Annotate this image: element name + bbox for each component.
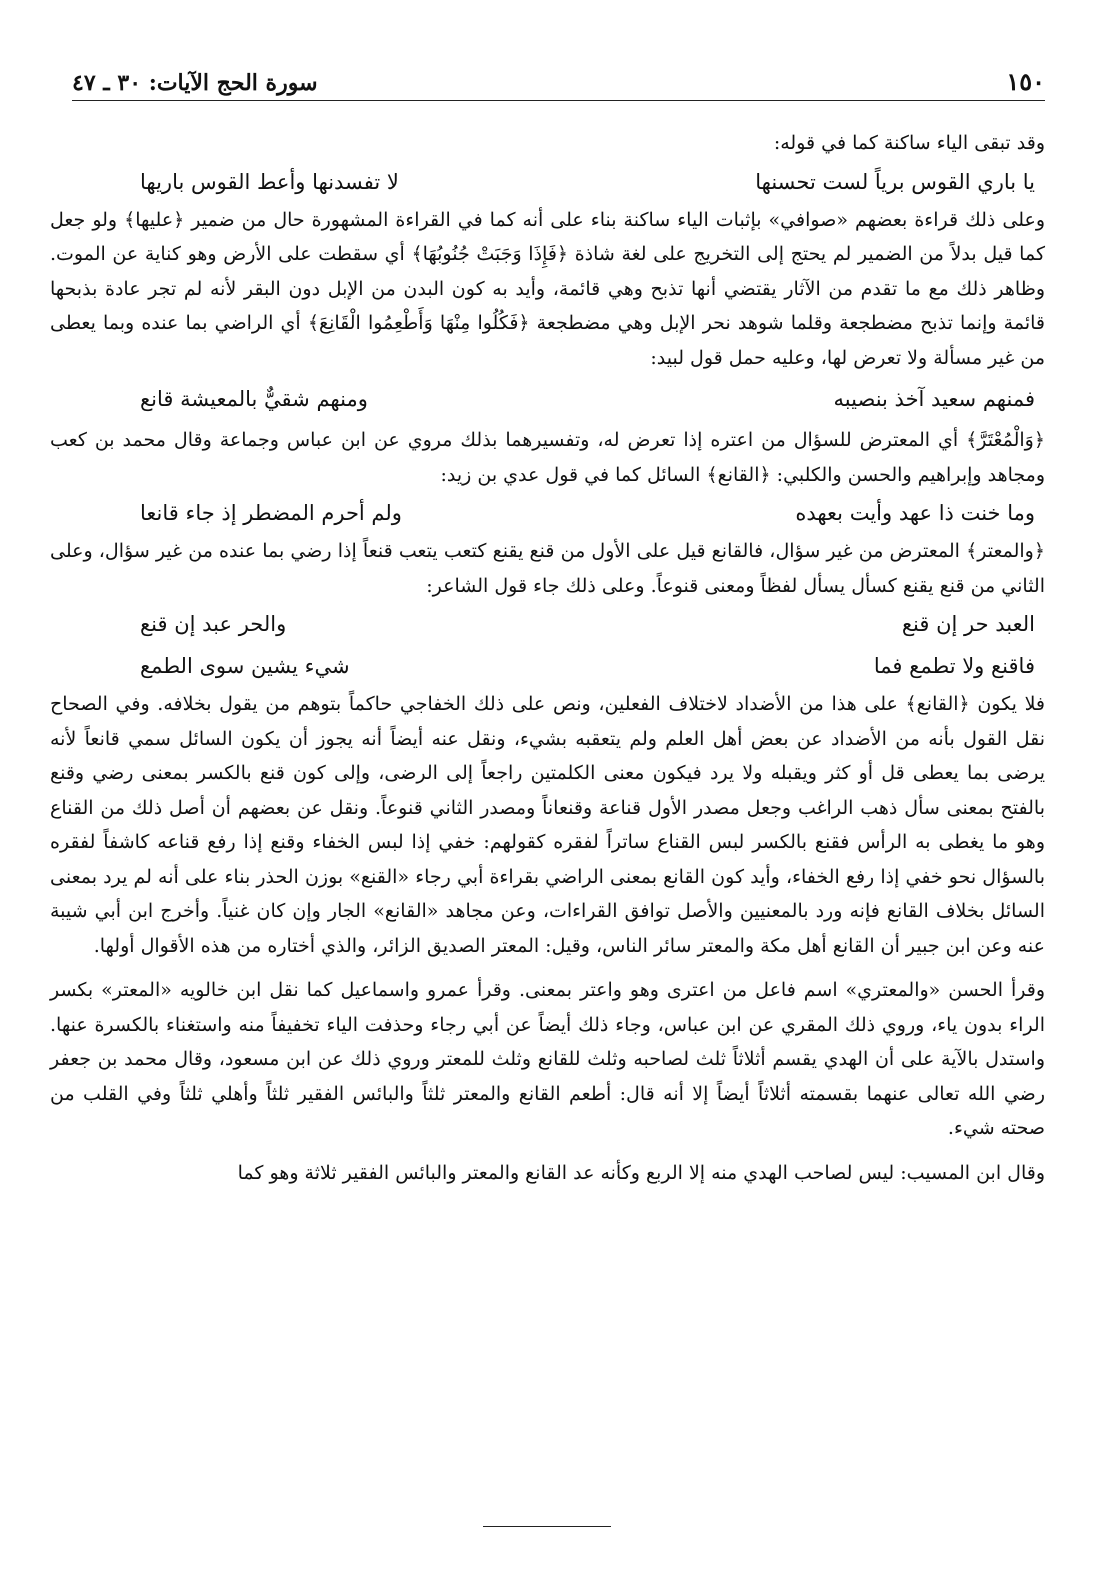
verse-hemistich-left: والحر عبد إن قنع [140,612,287,636]
verse-line [50,645,1045,687]
paragraph: ﴿والمعتر﴾ المعترض من غير سؤال، فالقانع قيل على الأول من قنع يقنع كتعب يتعب قنعاً إذا رضي بما عنده من غير سؤال، وعلى الثاني من قنع يقنع كسأل يسأل لفظاً ومعنى قنوعاً. وعلى ذلك جاء قول الشاعر: [50,540,1045,597]
verse-hemistich-right: وما خنت ذا عهد وأيت بعهده [795,501,1035,525]
running-head: سورة الحج الآيات: ٣٠ ـ ٤٧ [72,70,318,96]
verse-hemistich-left: لا تفسدنها وأعط القوس باريها [140,169,399,194]
paragraph: وعلى ذلك قراءة بعضهم «صوافي» بإثبات الياء ساكنة بناء على أنه كما في القراءة المشهورة حال من ضمير ﴿عليها﴾ ولو جعل كما قيل بدلاً من الضمير لم يحتج إلى التخريج على لغة شاذة ﴿فَإِذَا وَجَبَتْ جُنُوبُهَا﴾ أي سقطت على الأرض وهو كناية عن الموت. وظاهر ذلك مع ما تقدم من الآثار يقتضي أنها تذبح وهي قائمة، وأيد به كون البدن من الإبل دون البقر لأنه لم تجر عادة بذبحها قائمة وإنما تذبح مضطجعة وقلما شوهد نحر الإبل وهي مضطجعة ﴿فَكُلُوا مِنْهَا وَأَطْعِمُوا الْقَانِعَ﴾ أي الراضي بما عنده وبما يعطى من غير مسألة ولا تعرض لها، وعليه حمل قول لبيد: [50,208,1045,369]
paragraph: فلا يكون ﴿القانع﴾ على هذا من الأضداد لاختلاف الفعلين، ونص على ذلك الخفاجي حاكماً بتوهم من يقول بخلافه. وفي الصحاح نقل القول بأنه من الأضداد عن بعض أهل العلم ولم يتعقبه بشيء، ونقل عنه أيضاً أنه يجوز أن يكون السائل سمي قانعاً لأنه يرضى بما يعطى قل أو كثر ويقبله ولا يرد فيكون معنى الكلمتين راجعاً إلى الرضى، وإلى كون قنع بالكسر بمعنى رضي وقنع بالفتح بمعنى سأل ذهب الراغب وجعل مصدر الأول قناعة وقنعاناً ومصدر الثاني قنوعاً. ونقل عن بعضهم أن أصل ذلك من القناع وهو ما يغطى به الرأس فقنع بالكسر لبس القناع ساتراً لفقره كقولهم: خفي إذا لبس الخفاء وقنع إذا رفع قناعه كاشفاً لفقره بالسؤال نحو خفي إذا رفع الخفاء، وأيد كون القانع بمعنى الراضي بقراءة أبي رجاء «القنع» بوزن الحذر بناء على أنه لم يرد بمعنى السائل بخلاف القانع فإنه ورد بالمعنيين والأصل توافق القراءات، وعن مجاهد «القانع» الجار وإن كان غنياً. وأخرج ابن أبي شيبة عنه وعن ابن جبير أن القانع أهل مكة والمعتر سائر الناس، وقيل: المعتر الصديق الزائر، والذي أختاره من هذه الأقوال أولها. [50,693,1045,957]
verse-line [50,375,1045,423]
verse-hemistich-right: فاقنع ولا تطمع فما [873,654,1035,678]
page-header [72,56,1045,101]
verse-line [50,161,1045,203]
verse-hemistich-left: شيء يشين سوى الطمع [140,654,350,678]
footnote-divider [483,1526,611,1527]
verse-hemistich-right: يا باري القوس برياً لست تحسنها [755,169,1035,194]
paragraph: ﴿وَالْمُعْتَرَّ﴾ أي المعترض للسؤال من اعتره إذا تعرض له، وتفسيرهما بذلك مروي عن ابن عباس وجماعة وقال محمد بن كعب ومجاهد وإبراهيم والحسن والكلبي: ﴿القانع﴾ السائل كما في قول عدي بن زيد: [50,429,1045,486]
verse-hemistich-right: العبد حر إن قنع [901,612,1035,636]
verse-hemistich-left: ولم أحرم المضطر إذ جاء قانعا [140,501,402,525]
page-body [50,126,1045,1190]
paragraph: وقرأ الحسن «والمعتري» اسم فاعل من اعترى وهو واعتر بمعنى. وقرأ عمرو واسماعيل كما نقل ابن خالويه «المعتر» بكسر الراء بدون ياء، وروي ذلك المقري عن ابن عباس، وجاء ذلك أيضاً عن أبي رجاء وحذفت الياء تخفيفاً منه واستغناء بالكسرة عنها. واستدل بالآية على أن الهدي يقسم أثلاثاً ثلث لصاحبه وثلث للقانع وثلث للمعتر وروي ذلك عن ابن مسعود، وقال محمد بن جعفر رضي الله تعالى عنهما بقسمته أثلاثاً أيضاً إلا أنه قال: أطعم القانع والمعتر ثلثاً والبائس الفقير ثلثاً وأهلي ثلثاً وفي القلب من صحته شيء. [50,979,1046,1139]
verse-hemistich-left: ومنهم شقيٌّ بالمعيشة قانع [140,387,368,411]
verse-line [50,492,1045,534]
paragraph: وقال ابن المسيب: ليس لصاحب الهدي منه إلا الربع وكأنه عد القانع والمعتر والبائس الفقير ثلاثة وهو كما [237,1161,1045,1184]
verse-hemistich-right: فمنهم سعيد آخذ بنصيبه [833,387,1035,411]
verse-line [50,603,1045,645]
page-number: ١٥٠ [1006,67,1045,96]
paragraph: وقد تبقى الياء ساكنة كما في قوله: [773,132,1045,154]
